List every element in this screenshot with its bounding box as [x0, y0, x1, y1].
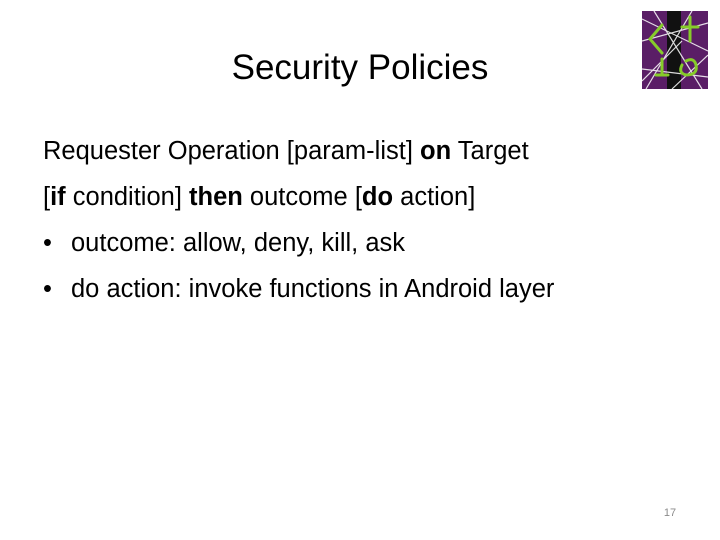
bullet-text: do action: invoke functions in Android layer	[71, 275, 555, 303]
bullet-text: outcome: allow, deny, kill, ask	[71, 229, 406, 257]
tile-logo-icon	[642, 11, 708, 89]
policy-syntax-line-2	[43, 174, 703, 220]
bullet-item	[43, 220, 703, 266]
slide-title: Security Policies	[231, 48, 489, 87]
keyword-do: do	[361, 183, 394, 211]
bullet-marker: •	[43, 229, 52, 257]
page-number: 17	[663, 507, 677, 519]
syntax-text: Target	[451, 137, 529, 165]
keyword-on: on	[420, 137, 452, 165]
keyword-then: then	[189, 183, 243, 211]
policy-syntax-line-1	[43, 128, 703, 174]
slide-body	[43, 128, 703, 312]
bullet-marker: •	[43, 275, 52, 303]
syntax-text: action]	[393, 183, 476, 211]
bullet-item	[43, 266, 703, 312]
syntax-text: outcome [	[242, 183, 362, 211]
keyword-if: if	[50, 183, 66, 211]
syntax-text: Requester Operation [param-list]	[43, 137, 420, 165]
syntax-text: condition]	[65, 183, 190, 211]
syntax-text: [	[43, 183, 51, 211]
